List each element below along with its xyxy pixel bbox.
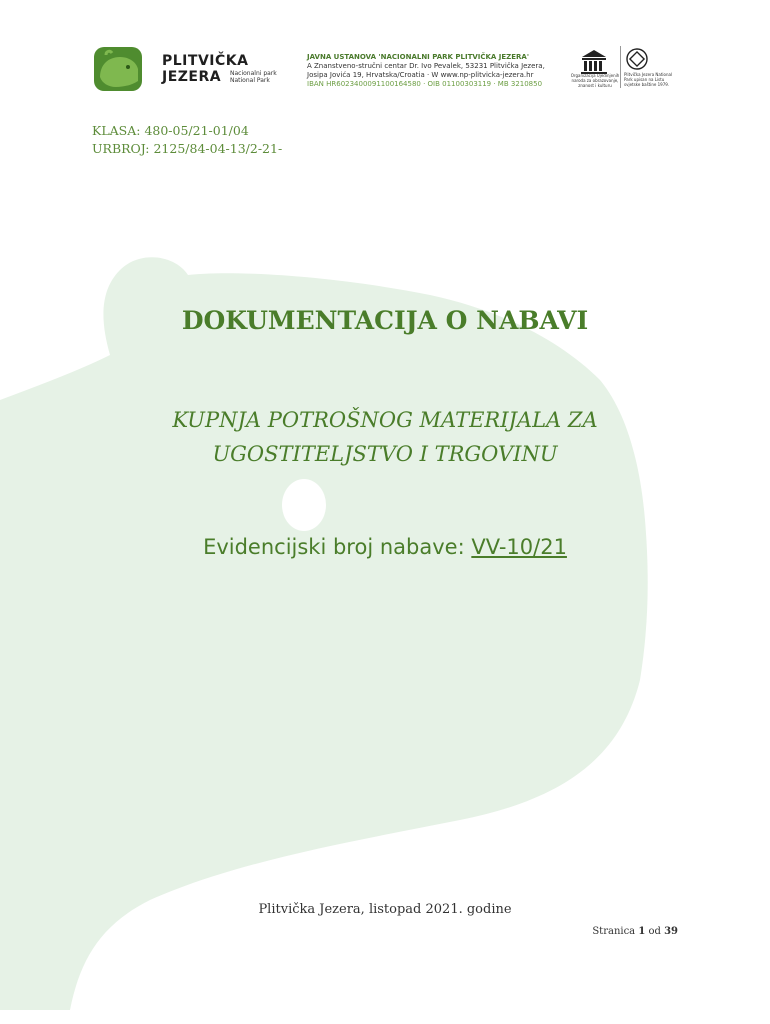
iban-line: IBAN HR6023400091100164580 · OIB 01100303119 · MB 3210850: [307, 80, 543, 88]
logo-sub1: Nacionalni park: [230, 70, 277, 77]
logo-line1: PLITVIČKA: [162, 53, 249, 69]
page-number: [592, 926, 678, 937]
page-total: 39: [664, 926, 678, 937]
reference-block: [92, 122, 282, 158]
procurement-number-value: VV-10/21: [471, 535, 567, 559]
world-heritage-emblem-icon: [626, 48, 648, 70]
header-divider: [620, 46, 621, 88]
page-current: 1: [638, 926, 646, 937]
subtitle-line1: KUPNJA POTROŠNOG MATERIJALA ZA: [172, 408, 598, 432]
address-line2: Josipa Jovića 19, Hrvatska/Croatia · W www.np-plitvicka-jezera.hr: [307, 71, 534, 79]
place-and-date: Plitvička Jezera, listopad 2021. godine: [258, 902, 512, 917]
page-of: od: [645, 926, 665, 937]
institution-info: [307, 53, 545, 89]
logo-line2: JEZERA: [162, 69, 222, 85]
unesco-caption: Organizacija Ujedinjenih naroda za obrazovanje, znanost i kulturu: [570, 73, 620, 88]
page-label: Stranica: [592, 926, 639, 937]
address-line1: A Znanstveno-stručni centar Dr. Ivo Pevalek, 53231 Plitvička Jezera,: [307, 62, 545, 70]
klasa-line: KLASA: 480-05/21-01/04: [92, 123, 249, 138]
document-title: DOKUMENTACIJA O NABAVI: [181, 306, 589, 335]
urbroj-line: URBROJ: 2125/84-04-13/2-21-: [92, 141, 283, 156]
procurement-number-label: Evidencijski broj nabave:: [203, 535, 472, 559]
logo-sub2: National Park: [230, 77, 270, 84]
bear-logo-icon: [94, 47, 142, 91]
document-subtitle: [0, 403, 770, 471]
letterhead: [0, 0, 770, 110]
subtitle-line2: UGOSTITELJSTVO I TRGOVINU: [212, 442, 558, 466]
institution-name: JAVNA USTANOVA 'NACIONALNI PARK PLITVIČKA JEZERA': [307, 53, 529, 61]
logo-subtitle: [230, 70, 277, 84]
world-heritage-caption: Plitvička Jezera National Park upisan na Listu svjetske baštine 1979.: [624, 72, 673, 87]
procurement-number: [0, 535, 770, 559]
